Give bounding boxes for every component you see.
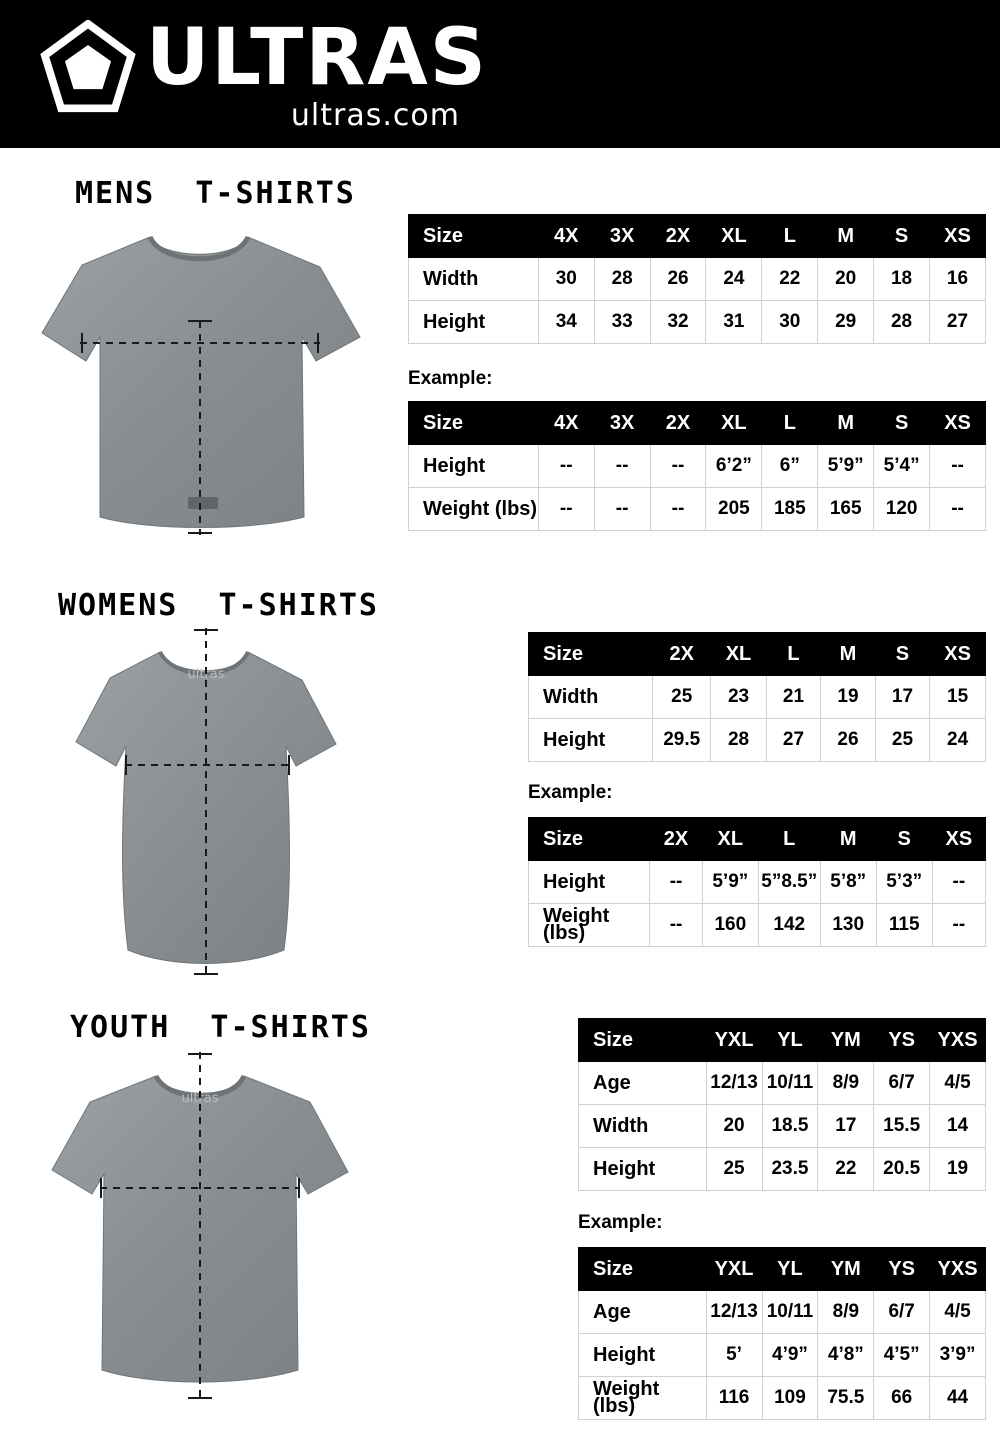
cell: --: [932, 861, 985, 904]
col-header: 2X: [650, 818, 703, 861]
cell: 165: [818, 488, 874, 531]
table-row: [579, 1105, 986, 1148]
table-header-row: [409, 402, 986, 445]
cell: 115: [876, 904, 932, 947]
cell: --: [932, 904, 985, 947]
col-header: YXL: [706, 1248, 762, 1291]
col-header: S: [874, 402, 930, 445]
youth-size-table: [578, 1018, 986, 1191]
site-header: [0, 0, 1000, 148]
cell: 30: [538, 258, 594, 301]
pentagon-shield-logo-icon: [40, 20, 136, 116]
cell: 6/7: [874, 1291, 930, 1334]
cell: 6”: [762, 445, 818, 488]
cell: 20: [706, 1105, 762, 1148]
row-label: Age: [579, 1291, 707, 1334]
youth-section-title: YOUTH T-SHIRTS: [70, 1010, 371, 1045]
col-header: M: [818, 402, 874, 445]
cell: 120: [874, 488, 930, 531]
col-header: XL: [706, 402, 762, 445]
col-header: 3X: [594, 215, 650, 258]
cell: 18.5: [762, 1105, 818, 1148]
cell: --: [650, 445, 706, 488]
cell: 66: [874, 1377, 930, 1420]
table-row: [579, 1148, 986, 1191]
col-header: 4X: [538, 215, 594, 258]
svg-text:ultras: ultras: [181, 1091, 219, 1106]
table-row: [529, 676, 986, 719]
table-row: [529, 719, 986, 762]
col-header: S: [874, 215, 930, 258]
cell: 32: [650, 301, 706, 344]
cell: 20.5: [874, 1148, 930, 1191]
cell: 26: [821, 719, 875, 762]
cell: 27: [930, 301, 986, 344]
col-header: 4X: [538, 402, 594, 445]
col-header: Size: [579, 1019, 707, 1062]
cell: 75.5: [818, 1377, 874, 1420]
cell: 12/13: [706, 1062, 762, 1105]
cell: 25: [706, 1148, 762, 1191]
col-header: XS: [930, 633, 986, 676]
col-header: YXL: [706, 1019, 762, 1062]
youth-tshirt-illustration: [28, 1040, 368, 1410]
col-header: YXS: [930, 1248, 986, 1291]
cell: --: [538, 445, 594, 488]
row-label: Height: [529, 719, 653, 762]
cell: 5’9”: [818, 445, 874, 488]
mens-example-table: [408, 401, 986, 531]
cell: 160: [702, 904, 758, 947]
womens-example-label: Example:: [528, 782, 613, 803]
cell: 21: [766, 676, 820, 719]
col-header: YM: [818, 1019, 874, 1062]
row-label: Weight (lbs): [529, 904, 650, 947]
col-header: YS: [874, 1248, 930, 1291]
womens-size-table: [528, 632, 986, 762]
cell: 109: [762, 1377, 818, 1420]
col-header: XS: [932, 818, 985, 861]
table-row: [409, 301, 986, 344]
cell: 34: [538, 301, 594, 344]
cell: 185: [762, 488, 818, 531]
col-header: L: [762, 215, 818, 258]
cell: 6’2”: [706, 445, 762, 488]
cell: 17: [818, 1105, 874, 1148]
cell: --: [594, 445, 650, 488]
cell: --: [538, 488, 594, 531]
brand-name: ULTRAS: [146, 13, 488, 103]
col-header: L: [766, 633, 820, 676]
cell: --: [930, 445, 986, 488]
row-label: Width: [579, 1105, 707, 1148]
cell: 28: [594, 258, 650, 301]
table-header-row: [579, 1248, 986, 1291]
row-label: Height: [409, 301, 539, 344]
cell: 28: [711, 719, 766, 762]
womens-tshirt-illustration: [40, 620, 370, 985]
cell: 17: [875, 676, 929, 719]
mens-tshirt-icon: [20, 225, 380, 545]
row-label: Weight (lbs): [579, 1377, 707, 1420]
col-header: XS: [930, 402, 986, 445]
cell: 27: [766, 719, 820, 762]
table-row: [529, 861, 986, 904]
mens-example-label: Example:: [408, 368, 493, 389]
cell: 22: [818, 1148, 874, 1191]
cell: 15: [930, 676, 986, 719]
cell: 142: [758, 904, 820, 947]
table-row: [409, 258, 986, 301]
col-header: YS: [874, 1019, 930, 1062]
cell: 15.5: [874, 1105, 930, 1148]
cell: 44: [930, 1377, 986, 1420]
table-row: [579, 1377, 986, 1420]
cell: 8/9: [818, 1062, 874, 1105]
cell: 6/7: [874, 1062, 930, 1105]
cell: --: [930, 488, 986, 531]
cell: 19: [821, 676, 875, 719]
cell: 23: [711, 676, 766, 719]
col-header: Size: [529, 633, 653, 676]
cell: 4/5: [930, 1062, 986, 1105]
table-row: [409, 488, 986, 531]
col-header: M: [818, 215, 874, 258]
cell: 16: [930, 258, 986, 301]
col-header: XL: [706, 215, 762, 258]
table-row: [529, 904, 986, 947]
col-header: M: [821, 633, 875, 676]
cell: 116: [706, 1377, 762, 1420]
cell: 130: [820, 904, 876, 947]
cell: 5’4”: [874, 445, 930, 488]
cell: 8/9: [818, 1291, 874, 1334]
brand-website: ultras.com: [290, 98, 460, 133]
cell: 3’9”: [930, 1334, 986, 1377]
row-label: Width: [409, 258, 539, 301]
col-header: 3X: [594, 402, 650, 445]
row-label: Height: [579, 1148, 707, 1191]
table-row: [579, 1334, 986, 1377]
cell: 26: [650, 258, 706, 301]
cell: 4’9”: [762, 1334, 818, 1377]
col-header: Size: [579, 1248, 707, 1291]
col-header: YL: [762, 1248, 818, 1291]
youth-tshirt-icon: [28, 1040, 368, 1410]
col-header: S: [875, 633, 929, 676]
cell: 18: [874, 258, 930, 301]
cell: 31: [706, 301, 762, 344]
row-label: Weight (lbs): [409, 488, 539, 531]
row-label: Width: [529, 676, 653, 719]
cell: 22: [762, 258, 818, 301]
cell: 5’3”: [876, 861, 932, 904]
cell: 4’5”: [874, 1334, 930, 1377]
cell: 25: [653, 676, 711, 719]
cell: 20: [818, 258, 874, 301]
table-header-row: [579, 1019, 986, 1062]
cell: --: [650, 904, 703, 947]
table-row: [579, 1291, 986, 1334]
cell: 10/11: [762, 1062, 818, 1105]
cell: --: [650, 861, 703, 904]
col-header: Size: [529, 818, 650, 861]
womens-tshirt-icon: [40, 620, 370, 985]
col-header: YXS: [930, 1019, 986, 1062]
cell: 24: [930, 719, 986, 762]
col-header: L: [762, 402, 818, 445]
svg-text:ultras: ultras: [187, 667, 225, 682]
mens-size-table: [408, 214, 986, 344]
col-header: S: [876, 818, 932, 861]
col-header: XL: [702, 818, 758, 861]
cell: 4/5: [930, 1291, 986, 1334]
youth-example-table: [578, 1247, 986, 1420]
table-header-row: [529, 818, 986, 861]
row-label: Height: [529, 861, 650, 904]
table-row: [409, 445, 986, 488]
cell: 5”8.5”: [758, 861, 820, 904]
cell: 10/11: [762, 1291, 818, 1334]
youth-example-label: Example:: [578, 1212, 663, 1233]
col-header: XS: [930, 215, 986, 258]
col-header: M: [820, 818, 876, 861]
cell: 29: [818, 301, 874, 344]
cell: 12/13: [706, 1291, 762, 1334]
cell: --: [594, 488, 650, 531]
cell: 29.5: [653, 719, 711, 762]
cell: 4’8”: [818, 1334, 874, 1377]
cell: 25: [875, 719, 929, 762]
table-header-row: [529, 633, 986, 676]
cell: 5’9”: [702, 861, 758, 904]
table-row: [579, 1062, 986, 1105]
mens-tshirt-illustration: [20, 225, 380, 545]
cell: 19: [930, 1148, 986, 1191]
col-header: 2X: [650, 402, 706, 445]
table-header-row: [409, 215, 986, 258]
col-header: Size: [409, 215, 539, 258]
row-label: Height: [409, 445, 539, 488]
col-header: L: [758, 818, 820, 861]
cell: 5’8”: [820, 861, 876, 904]
womens-example-table: [528, 817, 986, 947]
mens-section-title: MENS T-SHIRTS: [75, 176, 356, 211]
cell: 23.5: [762, 1148, 818, 1191]
cell: 33: [594, 301, 650, 344]
col-header: 2X: [653, 633, 711, 676]
row-label: Age: [579, 1062, 707, 1105]
col-header: YM: [818, 1248, 874, 1291]
col-header: Size: [409, 402, 539, 445]
cell: --: [650, 488, 706, 531]
row-label: Height: [579, 1334, 707, 1377]
cell: 24: [706, 258, 762, 301]
col-header: YL: [762, 1019, 818, 1062]
cell: 205: [706, 488, 762, 531]
cell: 5’: [706, 1334, 762, 1377]
brand-logo: [40, 13, 488, 133]
cell: 14: [930, 1105, 986, 1148]
col-header: XL: [711, 633, 766, 676]
col-header: 2X: [650, 215, 706, 258]
womens-section-title: WOMENS T-SHIRTS: [58, 588, 379, 623]
cell: 30: [762, 301, 818, 344]
cell: 28: [874, 301, 930, 344]
